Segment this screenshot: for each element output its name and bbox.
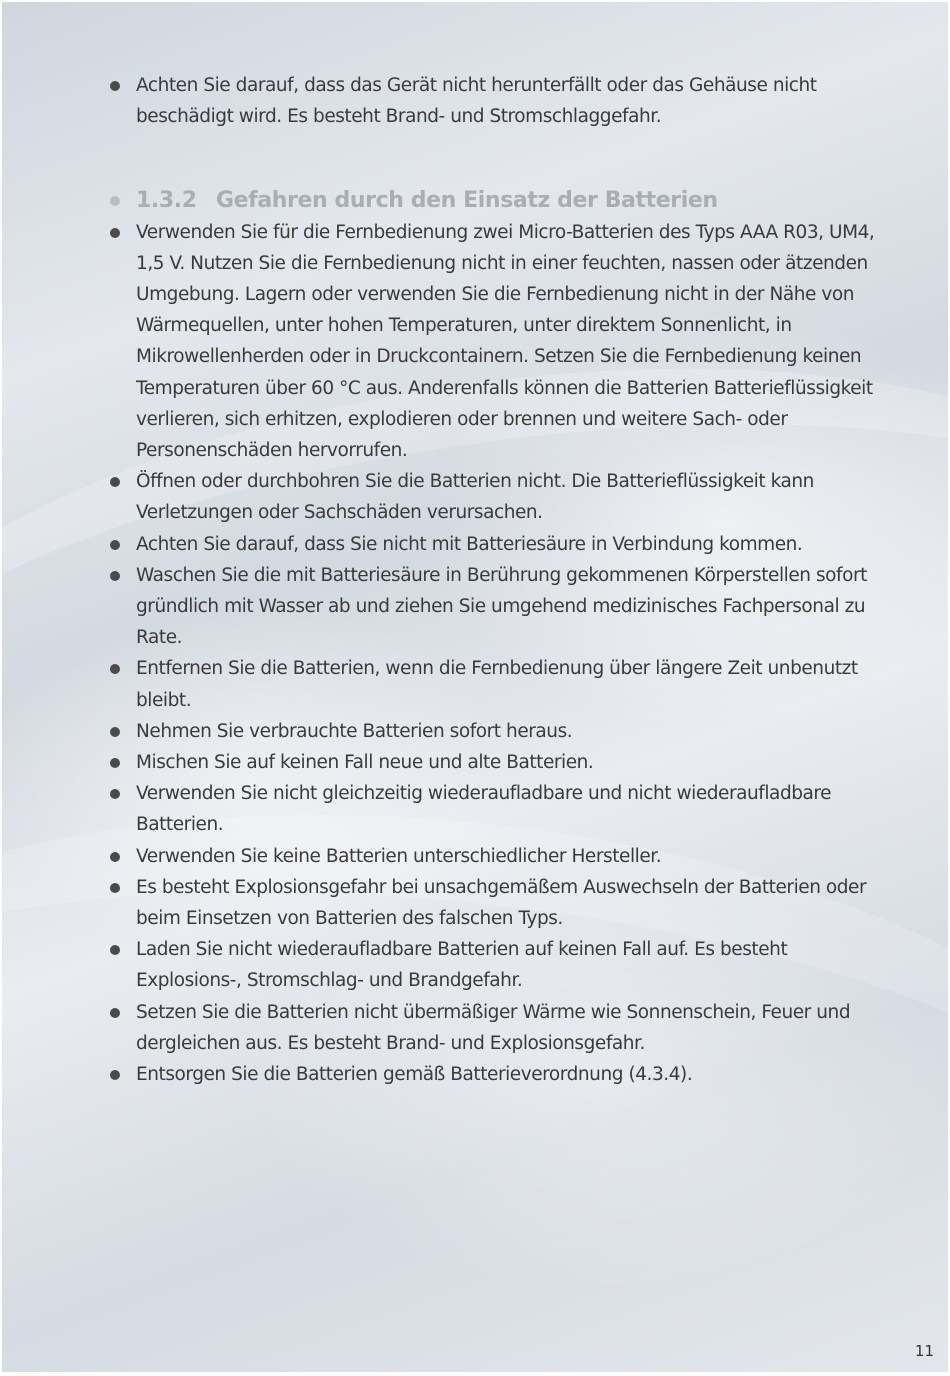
list-item-text: Waschen Sie die mit Batteriesäure in Berührung gekommenen Körperstellen sofort gründlich mit Wasser ab und ziehen Sie umgehend medizinisches Fachpersonal zu Rate. — [136, 564, 867, 649]
bullet-icon — [110, 789, 120, 799]
list-item — [108, 529, 878, 560]
section-title: Gefahren durch den Einsatz der Batterien — [216, 188, 718, 214]
list-item — [108, 716, 878, 747]
list-item — [108, 997, 878, 1059]
section-heading — [108, 185, 878, 216]
list-item-text: Öffnen oder durchbohren Sie die Batterien nicht. Die Batterieflüssigkeit kann Verletzungen oder Sachschäden verursachen. — [136, 471, 814, 524]
bullet-icon — [110, 196, 120, 206]
list-item — [108, 466, 878, 528]
list-item — [108, 872, 878, 934]
bullet-icon — [110, 727, 120, 737]
list-item-text: Verwenden Sie nicht gleichzeitig wiederaufladbare und nicht wiederaufladbare Batterien. — [136, 783, 832, 836]
document-page — [2, 2, 948, 1372]
spacer — [108, 132, 878, 185]
list-item-text: Achten Sie darauf, dass das Gerät nicht herunterfällt oder das Gehäuse nicht beschädigt wird. Es besteht Brand- und Stromschlaggefahr. — [136, 75, 817, 128]
bullet-icon — [110, 883, 120, 893]
list-item-text: Laden Sie nicht wiederaufladbare Batterien auf keinen Fall auf. Es besteht Explosions-, Stromschlag- und Brandgefahr. — [136, 939, 788, 992]
list-item — [108, 841, 878, 872]
bullet-icon — [110, 945, 120, 955]
bullet-icon — [110, 540, 120, 550]
page-number: 11 — [914, 1342, 934, 1360]
list-item — [108, 560, 878, 654]
list-item — [108, 70, 878, 132]
bullet-icon — [110, 758, 120, 768]
bullet-icon — [110, 571, 120, 581]
page-content — [108, 70, 878, 1090]
list-item — [108, 778, 878, 840]
list-item-text: Setzen Sie die Batterien nicht übermäßiger Wärme wie Sonnenschein, Feuer und dergleichen aus. Es besteht Brand- und Explosionsgefahr. — [136, 1001, 851, 1054]
list-item-text: Entsorgen Sie die Batterien gemäß Batterieverordnung (4.3.4). — [136, 1064, 693, 1086]
bullet-icon — [110, 664, 120, 674]
section-number: 1.3.2 — [136, 188, 197, 214]
list-item-text: Mischen Sie auf keinen Fall neue und alte Batterien. — [136, 752, 594, 774]
list-item-text: Nehmen Sie verbrauchte Batterien sofort heraus. — [136, 720, 573, 742]
list-item-text: Verwenden Sie für die Fernbedienung zwei Micro-Batterien des Typs AAA R03, UM4, 1,5 V. Nutzen Sie die Fernbedienung nicht in einer feuchten, nassen oder ätzenden Umgebung. Lagern oder verwenden Sie die Fernbedienung nicht in der Nähe von Wärmequellen, unter hohen Temperaturen, unter direktem Sonnenlicht, in Mikrowellenherden oder in Druckcontainern. Setzen Sie die Fernbedienung keinen Temperaturen über 60 °C aus. Anderenfalls können die Batterien Batterieflüssigkeit verlieren, sich erhitzen, explodieren oder brennen und weitere Sach- oder Personenschäden hervorrufen. — [136, 221, 875, 462]
list-item-text: Entfernen Sie die Batterien, wenn die Fernbedienung über längere Zeit unbenutzt bleibt. — [136, 658, 858, 711]
bullet-icon — [110, 1070, 120, 1080]
bullet-icon — [110, 477, 120, 487]
list-item — [108, 934, 878, 996]
bullet-icon — [110, 81, 120, 91]
list-item-text: Achten Sie darauf, dass Sie nicht mit Batteriesäure in Verbindung kommen. — [136, 533, 803, 555]
list-item — [108, 747, 878, 778]
list-item-text: Verwenden Sie keine Batterien unterschiedlicher Hersteller. — [136, 845, 662, 867]
bullet-icon — [110, 1008, 120, 1018]
list-item — [108, 217, 878, 467]
list-item — [108, 1059, 878, 1090]
list-item — [108, 653, 878, 715]
bullet-icon — [110, 852, 120, 862]
list-item-text: Es besteht Explosionsgefahr bei unsachgemäßem Auswechseln der Batterien oder beim Einsetzen von Batterien des falschen Typs. — [136, 876, 867, 930]
bullet-icon — [110, 228, 120, 238]
